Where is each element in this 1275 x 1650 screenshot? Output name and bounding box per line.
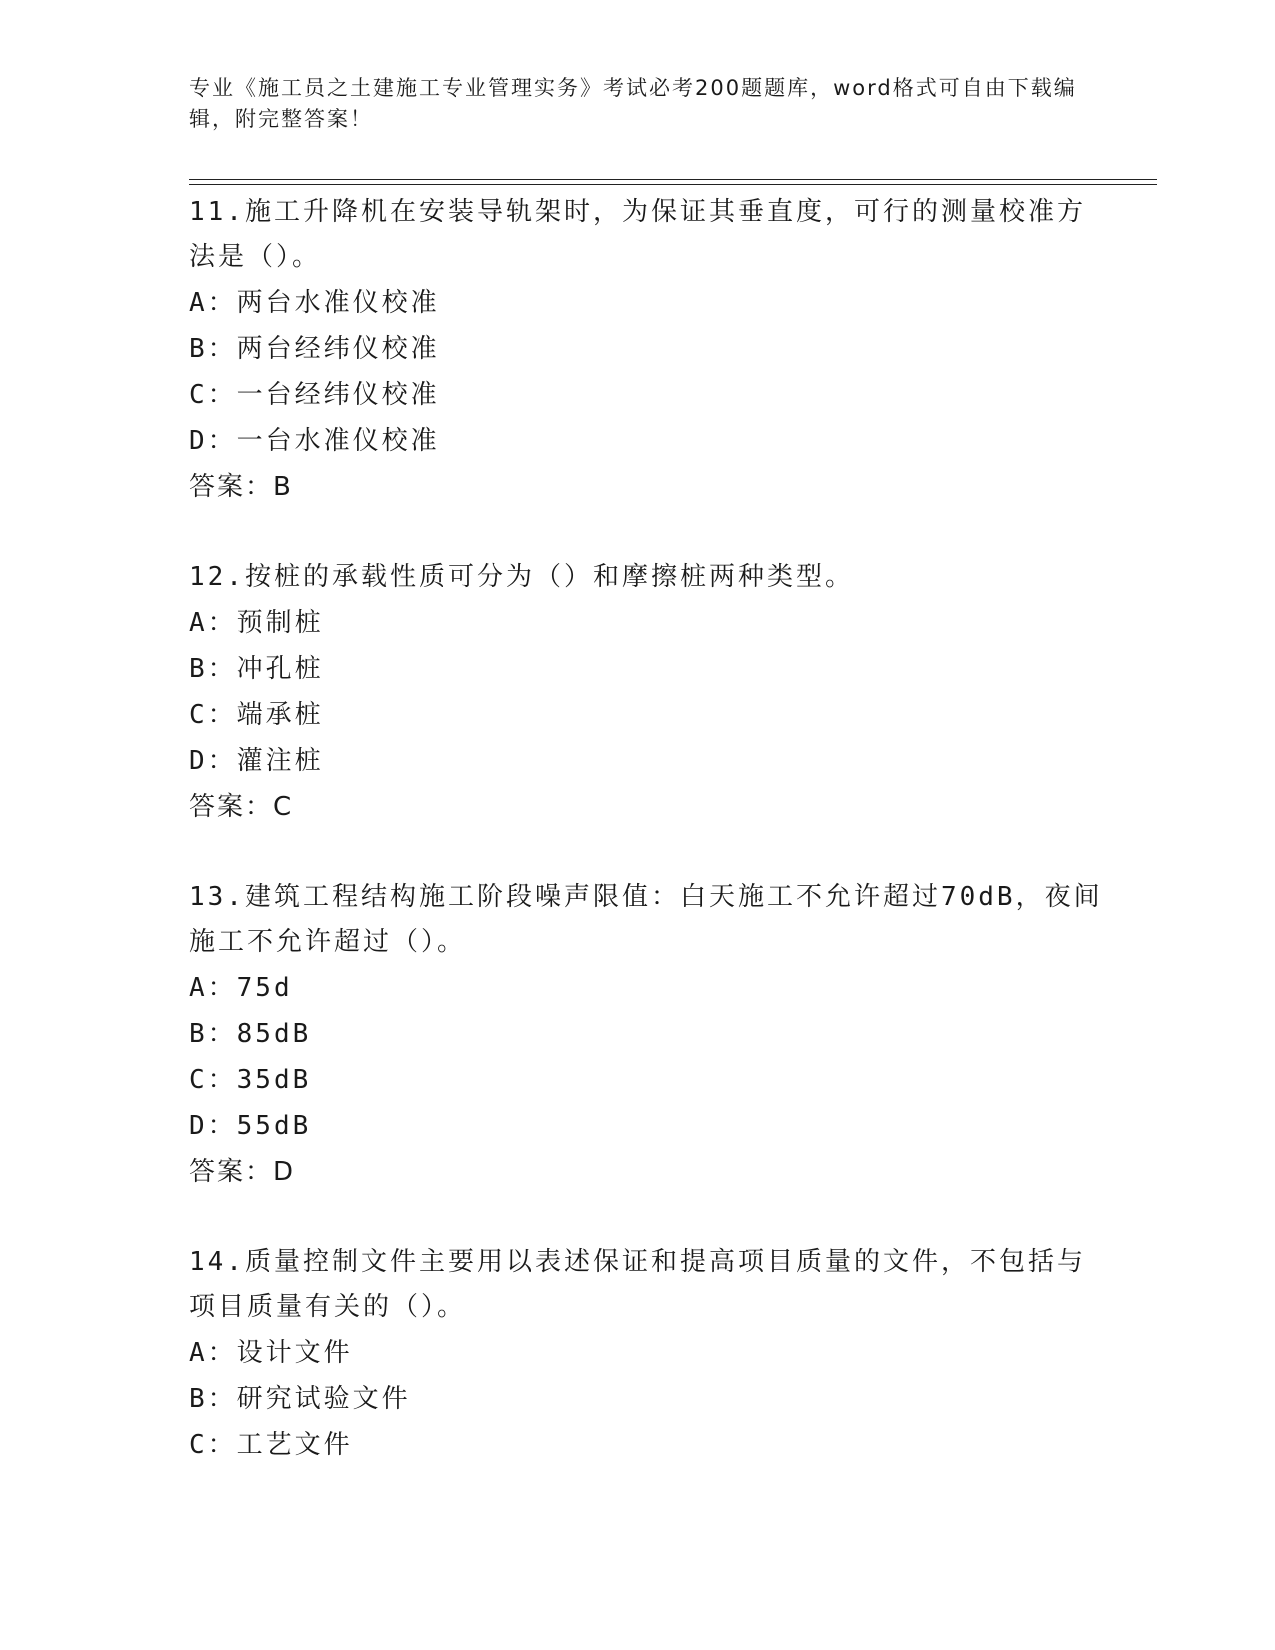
option-a: A：75d [189,973,293,1003]
question-11 [189,190,1109,510]
option-a: A：预制桩 [189,608,324,638]
answer: 答案：B [189,472,293,502]
header-divider-top [189,179,1157,180]
question-14 [189,1240,1109,1468]
option-a: A：设计文件 [189,1338,353,1368]
option-c: C：一台经纬仪校准 [189,380,440,410]
header-divider-bottom [189,184,1157,185]
option-d: D：55dB [189,1111,312,1141]
option-a: A：两台水准仪校准 [189,288,440,318]
option-b: B：研究试验文件 [189,1384,411,1414]
answer: 答案：D [189,1157,296,1187]
question-12 [189,555,1109,830]
question-stem: 13.建筑工程结构施工阶段噪声限值：白天施工不允许超过70dB，夜间施工不允许超过（）。 [189,882,1103,957]
question-stem: 11.施工升降机在安装导轨架时，为保证其垂直度，可行的测量校准方法是（）。 [189,197,1086,272]
question-stem: 12.按桩的承载性质可分为（）和摩擦桩两种类型。 [189,562,854,592]
option-b: B：冲孔桩 [189,654,324,684]
option-c: C：工艺文件 [189,1430,353,1460]
document-header: 专业《施工员之土建施工专业管理实务》考试必考200题题库，word格式可自由下载编辑，附完整答案！ [189,76,1077,131]
option-b: B：两台经纬仪校准 [189,334,440,364]
question-13 [189,875,1109,1195]
option-d: D：一台水准仪校准 [189,426,440,456]
option-b: B：85dB [189,1019,312,1049]
answer: 答案：C [189,792,294,822]
option-d: D：灌注桩 [189,746,324,776]
option-c: C：35dB [189,1065,312,1095]
question-stem: 14.质量控制文件主要用以表述保证和提高项目质量的文件，不包括与项目质量有关的（）。 [189,1247,1086,1322]
option-c: C：端承桩 [189,700,324,730]
